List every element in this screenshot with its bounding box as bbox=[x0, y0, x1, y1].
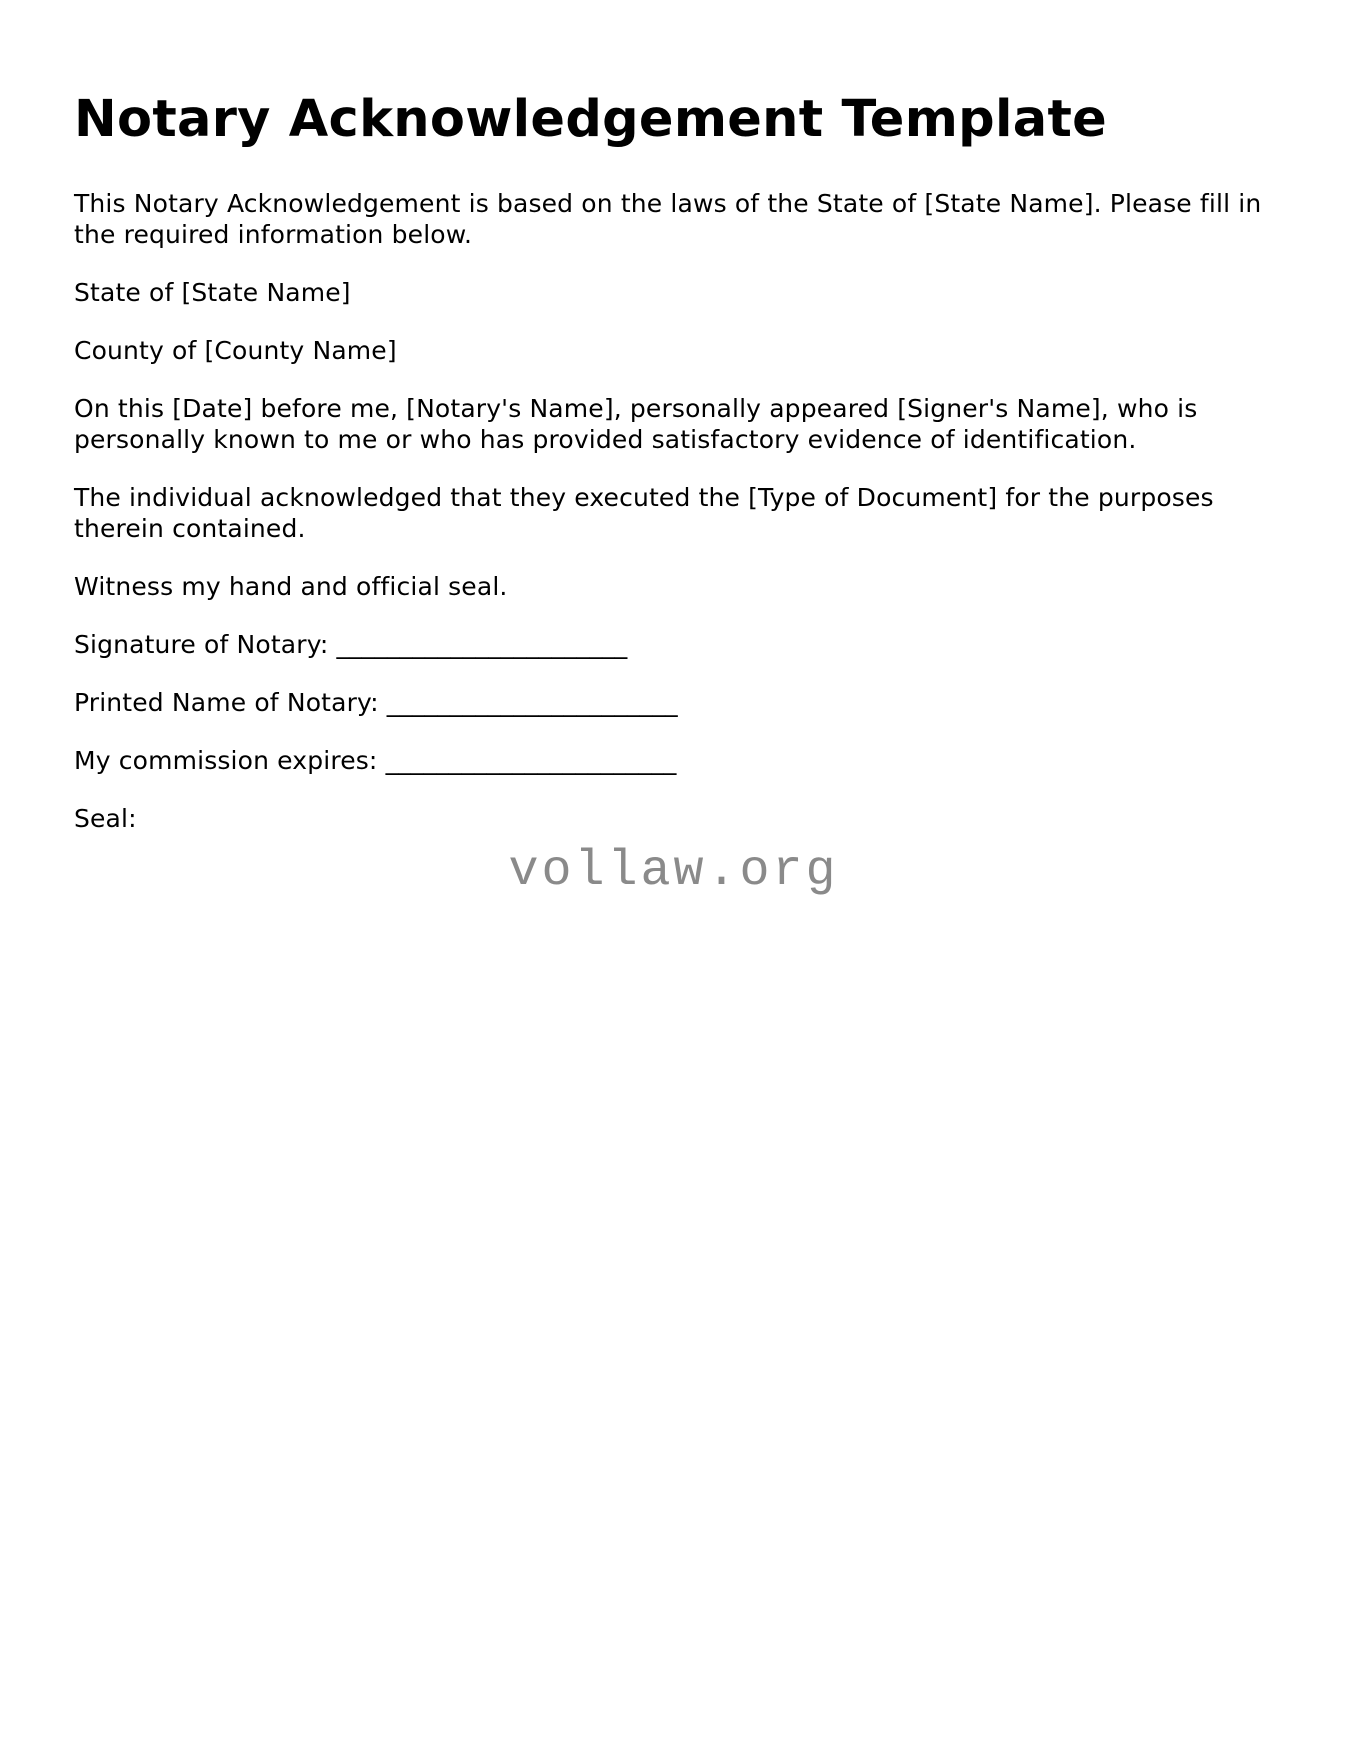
witness-line: Witness my hand and official seal. bbox=[74, 572, 508, 601]
intro-paragraph: This Notary Acknowledgement is based on the laws of the State of [State Name]. Please fill in the required information below. bbox=[74, 189, 1262, 249]
document-title: Notary Acknowledgement Template bbox=[74, 90, 1108, 149]
watermark: vollaw.org bbox=[508, 843, 839, 900]
county-line: County of [County Name] bbox=[74, 336, 397, 365]
acknowledgement-paragraph: The individual acknowledged that they executed the [Type of Document] for the purposes therein contained. bbox=[74, 483, 1214, 543]
document-page bbox=[74, 90, 1274, 861]
commission-expiry-line: My commission expires: _______________________ bbox=[74, 746, 677, 775]
notary-printed-name-line: Printed Name of Notary: _______________________ bbox=[74, 688, 678, 717]
state-line: State of [State Name] bbox=[74, 278, 351, 307]
notary-signature-line: Signature of Notary: _______________________ bbox=[74, 630, 628, 659]
seal-label: Seal: bbox=[74, 804, 137, 833]
appearance-paragraph: On this [Date] before me, [Notary's Name], personally appeared [Signer's Name], who is personally known to me or who has provided satisfactory evidence of identification. bbox=[74, 394, 1198, 454]
